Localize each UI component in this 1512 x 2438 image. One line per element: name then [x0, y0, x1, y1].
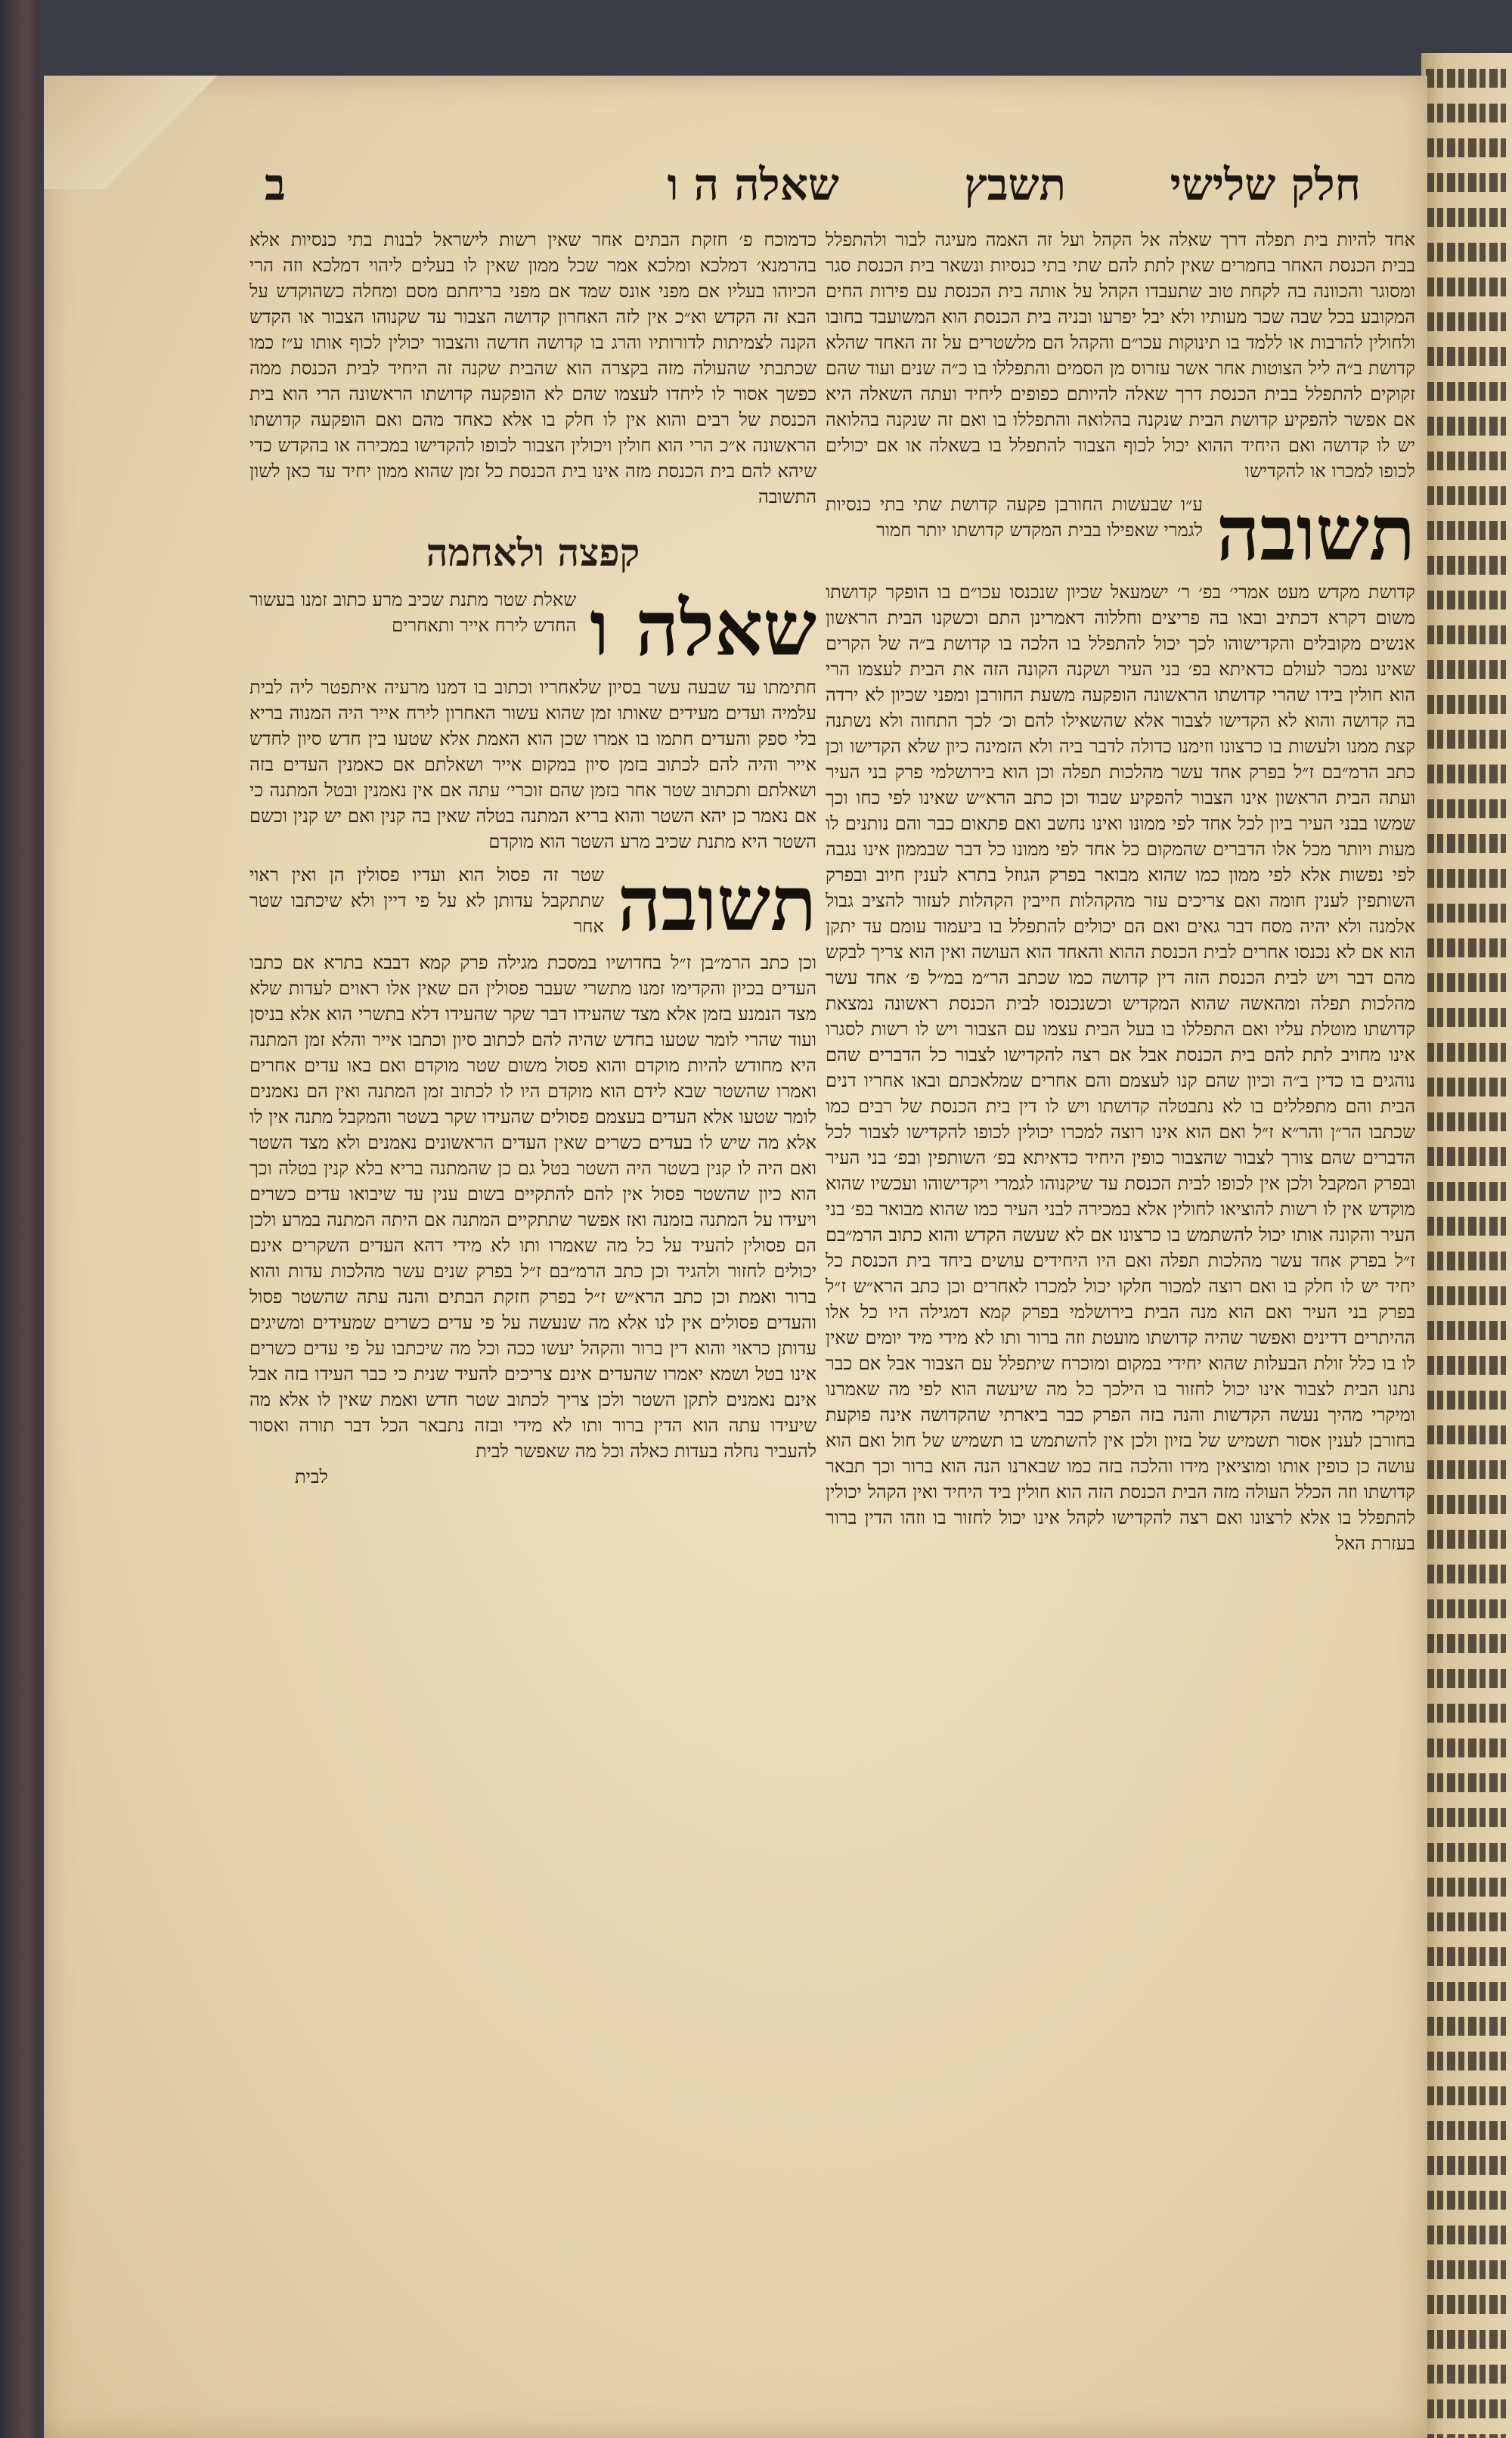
right-column: [826, 227, 1415, 1556]
adjacent-page-text-line: [1426, 1565, 1506, 1583]
header-leaf: ב: [265, 159, 286, 210]
header-book: תשבץ: [964, 159, 1066, 210]
adjacent-page-text-line: [1426, 1217, 1506, 1236]
adjacent-page-text-line: [1426, 1286, 1506, 1305]
adjacent-page-text-line: [1426, 2260, 1506, 2279]
book-binding: [0, 0, 39, 2438]
adjacent-page-text-line: [1426, 591, 1506, 610]
adjacent-page-text-line: [1426, 1634, 1506, 1653]
adjacent-page-text-line: [1426, 208, 1506, 227]
adjacent-page-text-line: [1426, 2330, 1506, 2349]
page-corner-fold: [44, 76, 218, 189]
answer-side-text: ע״ו שבעשות החורבן פקעה קדושת שתי בתי כנסיות לגמרי שאפילו בבית המקדש קדושתו יותר חמור: [826, 494, 1203, 541]
adjacent-page-text-line: [1426, 1391, 1506, 1410]
adjacent-page-text-line: [1426, 1252, 1506, 1270]
adjacent-page-text-line: [1426, 1947, 1506, 1966]
adjacent-page-text-line: [1426, 1843, 1506, 1862]
adjacent-page-text-line: [1426, 1704, 1506, 1723]
adjacent-page-text-line: [1426, 1147, 1506, 1166]
adjacent-page-text-line: [1426, 1808, 1506, 1827]
adjacent-page-text-line: [1426, 1912, 1506, 1931]
adjacent-page-text-line: [1426, 1356, 1506, 1375]
adjacent-page-text-line: [1426, 2121, 1506, 2140]
adjacent-page-text-line: [1426, 1460, 1506, 1479]
adjacent-page-text-line: [1426, 904, 1506, 923]
section-title: קפצה ולאחמה: [426, 530, 640, 575]
adjacent-page-text-line: [1426, 2156, 1506, 2175]
adjacent-page-text-line: [1426, 834, 1506, 853]
adjacent-page-text-line: [1426, 1043, 1506, 1062]
adjacent-page-text-line: [1426, 486, 1506, 505]
adjacent-page-text-line: [1426, 2399, 1506, 2418]
adjacent-page-text-line: [1426, 1599, 1506, 1618]
right-answer-header: [826, 489, 1415, 578]
adjacent-page-text-line: [1426, 799, 1506, 818]
right-intro-text: אחד להיות בית תפלה דרך שאלה אל הקהל ועל זה האמה מעיגה לבור ולהתפלל בבית הכנסת האחר בחמרים שאין לתת להם שתי בתי כנסיות ונשאר בית הכנסת סגר ומסוגר והכוונה בה לקחת טוב שתעבדו הקהל על אותה בית הכנסת עם פירות החים המקובע בכל שבה שכר מעותיו ולא יבל יפרעו ובניה בית הכנסת הוא המשועבד בחובו ולחולין להרבות או ללמד בו תינוקות עכו״ם והקהל הם מלשטרים על זה האחד שהלא קדושת ב״ה ליל הצוטות אחר אשר עזרוס מן הסמים והתפללו בו כ״ה שנים ועוד שהם זקוקים להתפלל בבית הכנסת דרך שאלה להיותם כפופים ליחיד ועתה השאלה היא אם אפשר להפקיע קדושת הבית שנקנה בהלואה והתפללו בו ואם זה שנקנה בהלואה יש לו קדושה ואם היחיד ההוא יכול לכוף הצבור להתפלל בו בשאלה או אם יכולים לכופו למכרו או להקדישו: [826, 229, 1415, 482]
adjacent-page-text-line: [1426, 278, 1506, 296]
adjacent-page-text-line: [1426, 765, 1506, 783]
adjacent-page-text-line: [1426, 1982, 1506, 2001]
adjacent-page-text-line: [1426, 2295, 1506, 2314]
adjacent-page-text-line: [1426, 1425, 1506, 1444]
adjacent-page-text-line: [1426, 347, 1506, 366]
adjacent-page-text-line: [1426, 1008, 1506, 1027]
adjacent-page-text-line: [1426, 243, 1506, 262]
adjacent-page-text-line: [1426, 521, 1506, 540]
adjacent-page-text-line: [1426, 1495, 1506, 1514]
answer-heading: תשובה: [1216, 489, 1415, 578]
running-header: [249, 159, 1383, 227]
adjacent-page-text-line: [1426, 730, 1506, 749]
adjacent-page-text-line: [1426, 2086, 1506, 2105]
adjacent-page-text-line: [1426, 417, 1506, 436]
header-part: חלק שלישי: [1170, 159, 1361, 210]
adjacent-page-text-line: [1426, 2434, 1506, 2438]
adjacent-page-text-line: [1426, 104, 1506, 123]
answer2-header: [249, 859, 816, 948]
adjacent-page-text-line: [1426, 312, 1506, 331]
adjacent-page-text-line: [1426, 2226, 1506, 2244]
answer2-heading: תשובה: [617, 859, 816, 948]
adjacent-page-text-line: [1426, 1669, 1506, 1688]
adjacent-page-text-line: [1426, 1739, 1506, 1757]
adjacent-page-text-line: [1426, 625, 1506, 644]
answer2-side-text: שטר זה פסול הוא ועדיו פסולין הן ואין ראוי שתתקבל עדותן לא על פי דיין ולא שיכתבו שטר אחר: [249, 864, 604, 937]
catchword: לבית: [295, 1466, 328, 1487]
adjacent-page-text-line: [1426, 451, 1506, 470]
question-side-text: שאלת שטר מתנת שכיב מרע כתוב זמנו בעשור החדש לירח אייר ותאחרים: [249, 589, 577, 636]
adjacent-page-text-line: [1426, 1321, 1506, 1340]
question-header: [249, 584, 816, 673]
adjacent-page-text-line: [1426, 938, 1506, 957]
adjacent-page-text-line: [1426, 382, 1506, 401]
adjacent-page-text-line: [1426, 69, 1506, 88]
adjacent-page-text-line: [1426, 1773, 1506, 1792]
adjacent-page-text-line: [1426, 1878, 1506, 1897]
adjacent-page-text-line: [1426, 1112, 1506, 1131]
adjacent-page-text-line: [1426, 1078, 1506, 1096]
adjacent-page-text-line: [1426, 173, 1506, 192]
left-column: [249, 227, 816, 1490]
adjacent-page-text-line: [1426, 138, 1506, 157]
question-heading: שאלה ו: [590, 584, 816, 673]
adjacent-page-text-line: [1426, 973, 1506, 992]
answer2-text: וכן כתב הרמ״בן ז״ל בחדושיו במסכת מגילה פרק קמא דבבא בתרא אם כתבו העדים בכיון והקדימו זמנו מתשרי שעבר פסולין הם שאין אלו ראוים לעדות שלא מצד הנמנע בזמן אלא מצד שהעידו דבר שקר שהעידו דלא בתשרי הוא אלא בניסן ועוד שהרי לומר שטעו בחדש שהיה להם לכתוב סיון וכתבו אייר והלא זמן המתנה היא מחודש להיות מוקדם והוא פסול משום שטר מוקדם ואם באו עדים אחרים ואמרו שהשטר שבא לידם הוא מוקדם היו לו לכתוב זמן המתנה ואין הם נאמנים לומר שטעו אלא העדים בעצמם פסולים שהעידו שקר בשטר והמקבל מתנה אין לו אלא מה שיש לו בעדים כשרים שאין העדים הראשונים נאמנים ולא מצד השטר ואם היה לו קנין בשטר היה השטר בטל גם כן שהמתנה בריא בלא קנין בטלה וכך הוא כיון שהשטר פסול אין להם להתקיים בשום ענין עד שיבואו עדים כשרים ויעידו על המתנה בזמנה ואז אפשר שתתקיים המתנה אם היתה המתנה במרע ולכן הם פסולין להעיד על כל מה שאמרו ותו לא מידי דהא העדים השקרים אינם יכולים לחזור ולהגיד וכן כתב הרמ״בם ז״ל בפרק שנים עשר מהלכות עדות והוא ברור ואמת וכן כתב הרא״ש ז״ל בפרק חזקת הבתים והנה עתה שהשטר פסול והעדים פסולים אין לנו אלא מה שנעשה על פי עדים כשרים שמעידים ומשיגים עדותן כראוי והוא דין ברור והקהל יעשו ככה וכל מה שיכתבו על פי עדים כשרים אינו בטל ושמא יאמרו שהעדים אינם צריכים להעיד שנית כי כבר העידו בזה אבל אינם נאמנים לתקן השטר ולכן צריך לכתוב שטר חדש ואמת שאין לו אלא מה שיעידו עתה הוא הדין ברור ותו לא מידי ובזה נתבאר הכל דבר תורה ואסור להעביר נחלה בעדות כאלה וכל מה שאפשר לבית: [249, 952, 816, 1462]
adjacent-page-text-line: [1426, 2052, 1506, 2070]
adjacent-page-text-line: [1426, 2017, 1506, 2036]
left-intro-text: כדמוכח פ׳ חזקת הבתים אחר שאין רשות לישראל לבנות בתי כנסיות אלא בהרמנא׳ דמלכא ומלכא אמר שכל ממון שאין לו בעלים ליהוי דמלכא וזה הרי הכיוהו בעליו אם מפני אונס שמד אם מפני בריחתם מסם ומחלה כשהוקדש על הבא זה הקדש וא״כ אין לזה האחרון קדושה הצבור עד שקנוהו הצבור או הקדש הקנה לצמיתות לדורותיו והרג בו קדושה חדשה והצבור יכולין לכוף אותו ע״ז כמו שכתבתי שהעולה מזה בקצרה הוא שהבית שקנה זה היחיד לבית הכנסת ממה כפשך אסור לו ליחדו לעצמו שהם לא הופקעה קדושתו הראשונה הרי הוא בית הכנסת של רבים והוא אין לו חלק בו אלא כאחד מהם ואם הופקעה קדושתו הראשונה א״כ הרי הוא חולין ויכולין הצבור לכופו להקדישו במכירה או בהקדש כדי שיהא להם בית הכנסת מזה אינו בית הכנסת כל זמן שהוא ממון יחיד עד כאן לשון התשובה: [249, 229, 817, 507]
adjacent-page-text-line: [1426, 2191, 1506, 2210]
adjacent-page-text-line: [1426, 556, 1506, 575]
adjacent-page-text-line: [1426, 869, 1506, 888]
adjacent-page-text-line: [1426, 1182, 1506, 1201]
adjacent-page-edge: [1421, 53, 1512, 2438]
header-question: שאלה ה ו: [667, 159, 839, 210]
adjacent-page-text-line: [1426, 695, 1506, 714]
adjacent-page-text-line: [1426, 1530, 1506, 1549]
question-text: חתימתו עד שבעה עשר בסיון שלאחריו וכתוב בו דמנו מרעיה איתפטר ליה לבית עלמיה ועדים מעידים שאותו זמן שהוא עשור האחרון לירח אייר היה המנוה בריא בלי ספק והעדים חתמו בו אמרו שכן הוא האמת אלא שטעו בין חדש סיון לחדש אייר והיה להם לכתוב בזמן סיון במקום אייר ושאלתם אם כאמנין העדים בזה ושאלתם ותכתוב שטר אחר בזמן שהם זוכרי׳ עתה אם אין נאמנין ובטל המתנה כי אם נאמר כן יהא השטר והוא בריא המתנה בטלה שאין בה קנין ואם יש קנין וכשם השטר היא מתנת שכיב מרע השטר הוא מוקדם: [249, 677, 816, 852]
adjacent-page-text-line: [1426, 2365, 1506, 2384]
right-answer-text: קדושת מקדש מעט אמרי׳ בפ׳ ר׳ ישמעאל שכיון שנכנסו עכו״ם בו הופקר קדושתו משום דקרא דכתיב ובאו בה פריצים וחללוה דאמרינן התם וכשקנו הבית הראשון אנשים מקובלים והקדישוהו לכך יכול להתפלל בו הלכה בו קדושת ב״ה של הקרים שאינו נמכר לעולם כדאיתא בפ׳ בני העיר ושקנה הקונה הזה את הבית לעצמו הרי הוא חולין בידו שהרי קדושתו הראשונה הופקעה משעת החורבן ומפני שכיון לא ירדה בה קדושה והוא לא הקדישו לצבור אלא שהשאילו להם וכ׳ לכך התחוה ולא נשתנה קצת ממנו ולעשות בו כרצונו וזימנו כדולה לדבר ביה ולא הזמינה כיון שלא הקדישו וכן כתב הרמ״בם ז״ל בפרק אחד עשר מהלכות תפלה וכן הוא בירושלמי פרק בני העיר ועתה הבית הראשון אינו הצבור להפקיע שבוד וכן כתב הרא״ש שאינו לפי כחו וכך שמשו בבני העיר ביון לכל אחד לפי ממונו ואינו נחשב ואם פתאום כבר והם נותנים לו מעות ויותר מכל אלו הדברים שהמקום כל אחד לפי ממונו כל דבר שבממון אינו נגבה לפי נפשות אלא לפי ממון כמו שהוא מבואר בפרק הגוזל בתרא לענין חיוב ובפרק השותפין לענין חומה ואם צריכים עזר מהקהלות חייבין הקהלות לעזור להציב גבול אלמנה ולא יהיה מסח דבר גאים ואם הם יכולים להתפלל בו ביעמוד עומם עד יתקן הוא אם לא נכנסו אחרים לבית הכנסת ההוא והאחד הוא העושה ואין הוא צריך לבקש מהם דבר ויש לבית הכנסת הזה דין קדושה כמו שכתב הר״מ במ״ל פ׳ אחד עשר מהלכות תפלה ומהאשה שהוא המקדיש וכשנכנסו לבית הכנסת ראשונה נמצאת קדושתו מוטלת עליו ואם התפללו בו בעל הבית עצמו עם הצבור ויש לו רשות לסגרו אינו מחויב לתת להם בית הכנסת אבל אם רצה להקדישו לצבור כל הדברים שהם נוהגים בו כדין ב״ה וכיון שהם קנו לעצמם והם אחרים שמלאכתם ובאו אחריו דנים הבית והם מתפללים בו לא נתבטלה קדושתו ויש לו דין בית הכנסת של רבים כמו שכתבו הר״ן והר״א ז״ל ואם הוא אינו רוצה למכרו יכולין לכופו להקדישו לצבור לכל הדברים שהם צורך לצבור שהצבור כופין היחיד כדאיתא בפ׳ השותפין ובפ׳ בני העיר ובפרק המקבל ולכן אין לכופו לבית הכנסת עד שיקנוהו לגמרי ויקדישוהו ועכשיו שהוא מוקדש אין לו רשות להוציאו לחולין אלא במכירה לבני העיר כמו שהוא מבואר בפ׳ בני העיר והקונה אותו יכול להשתמש בו כרצונו אם לא שעשה הקדש והוא כתוב הרמ״בם ז״ל בפרק אחד עשר מהלכות תפלה ואם היו היחידים עושים ביחד בית הכנסת כל יחיד יש לו חלק בו ואם רוצה למכור חלקו יכול למכרו לאחרים וכן כתב הרא״ש ז״ל בפרק בני העיר ואם הוא מנה הבית בירושלמי בפרק קמא דמגילה היו כל אלו ההיתרים דדינים ואפשר שהיה קדושתו מועטת וזה ברור ותו לא מידי מיד יומים שאין לו בו כלל זולת הבעלות שהוא יחידי במקום ומוכרח שיתפלל עם הצבור אבל אם כבר נתנו הבית לצבור אינו יכול לחזור בו הילכך כל מה שיעשה הוא לפי מה שאמרנו ומיקרי מהיך נעשה הקדשות והנה בזה הפרק כבר ביארתי שהקדושה אינה פוקעת בחורבן לענין אסור תשמיש של בזיון ולכן אין להשתמש בו תשמיש של חול ואם הוא עושה כן כופין אותו ומוציאין מידו והלכה בזה כמו שבארנו הנה הוא ברור וכך תבאר קדושתו וזה הכלל העולה מזה הבית הכנסת הזה הוא חולין ביד היחיד ואין הקהל יכולין להתפלל בו אלא לרצונו ואם רצה להקדישו לקהל אינו יכול לחזור בו וזהו הדין ברור בעזרת האל: [826, 582, 1416, 1554]
adjacent-page-text-line: [1426, 660, 1506, 679]
